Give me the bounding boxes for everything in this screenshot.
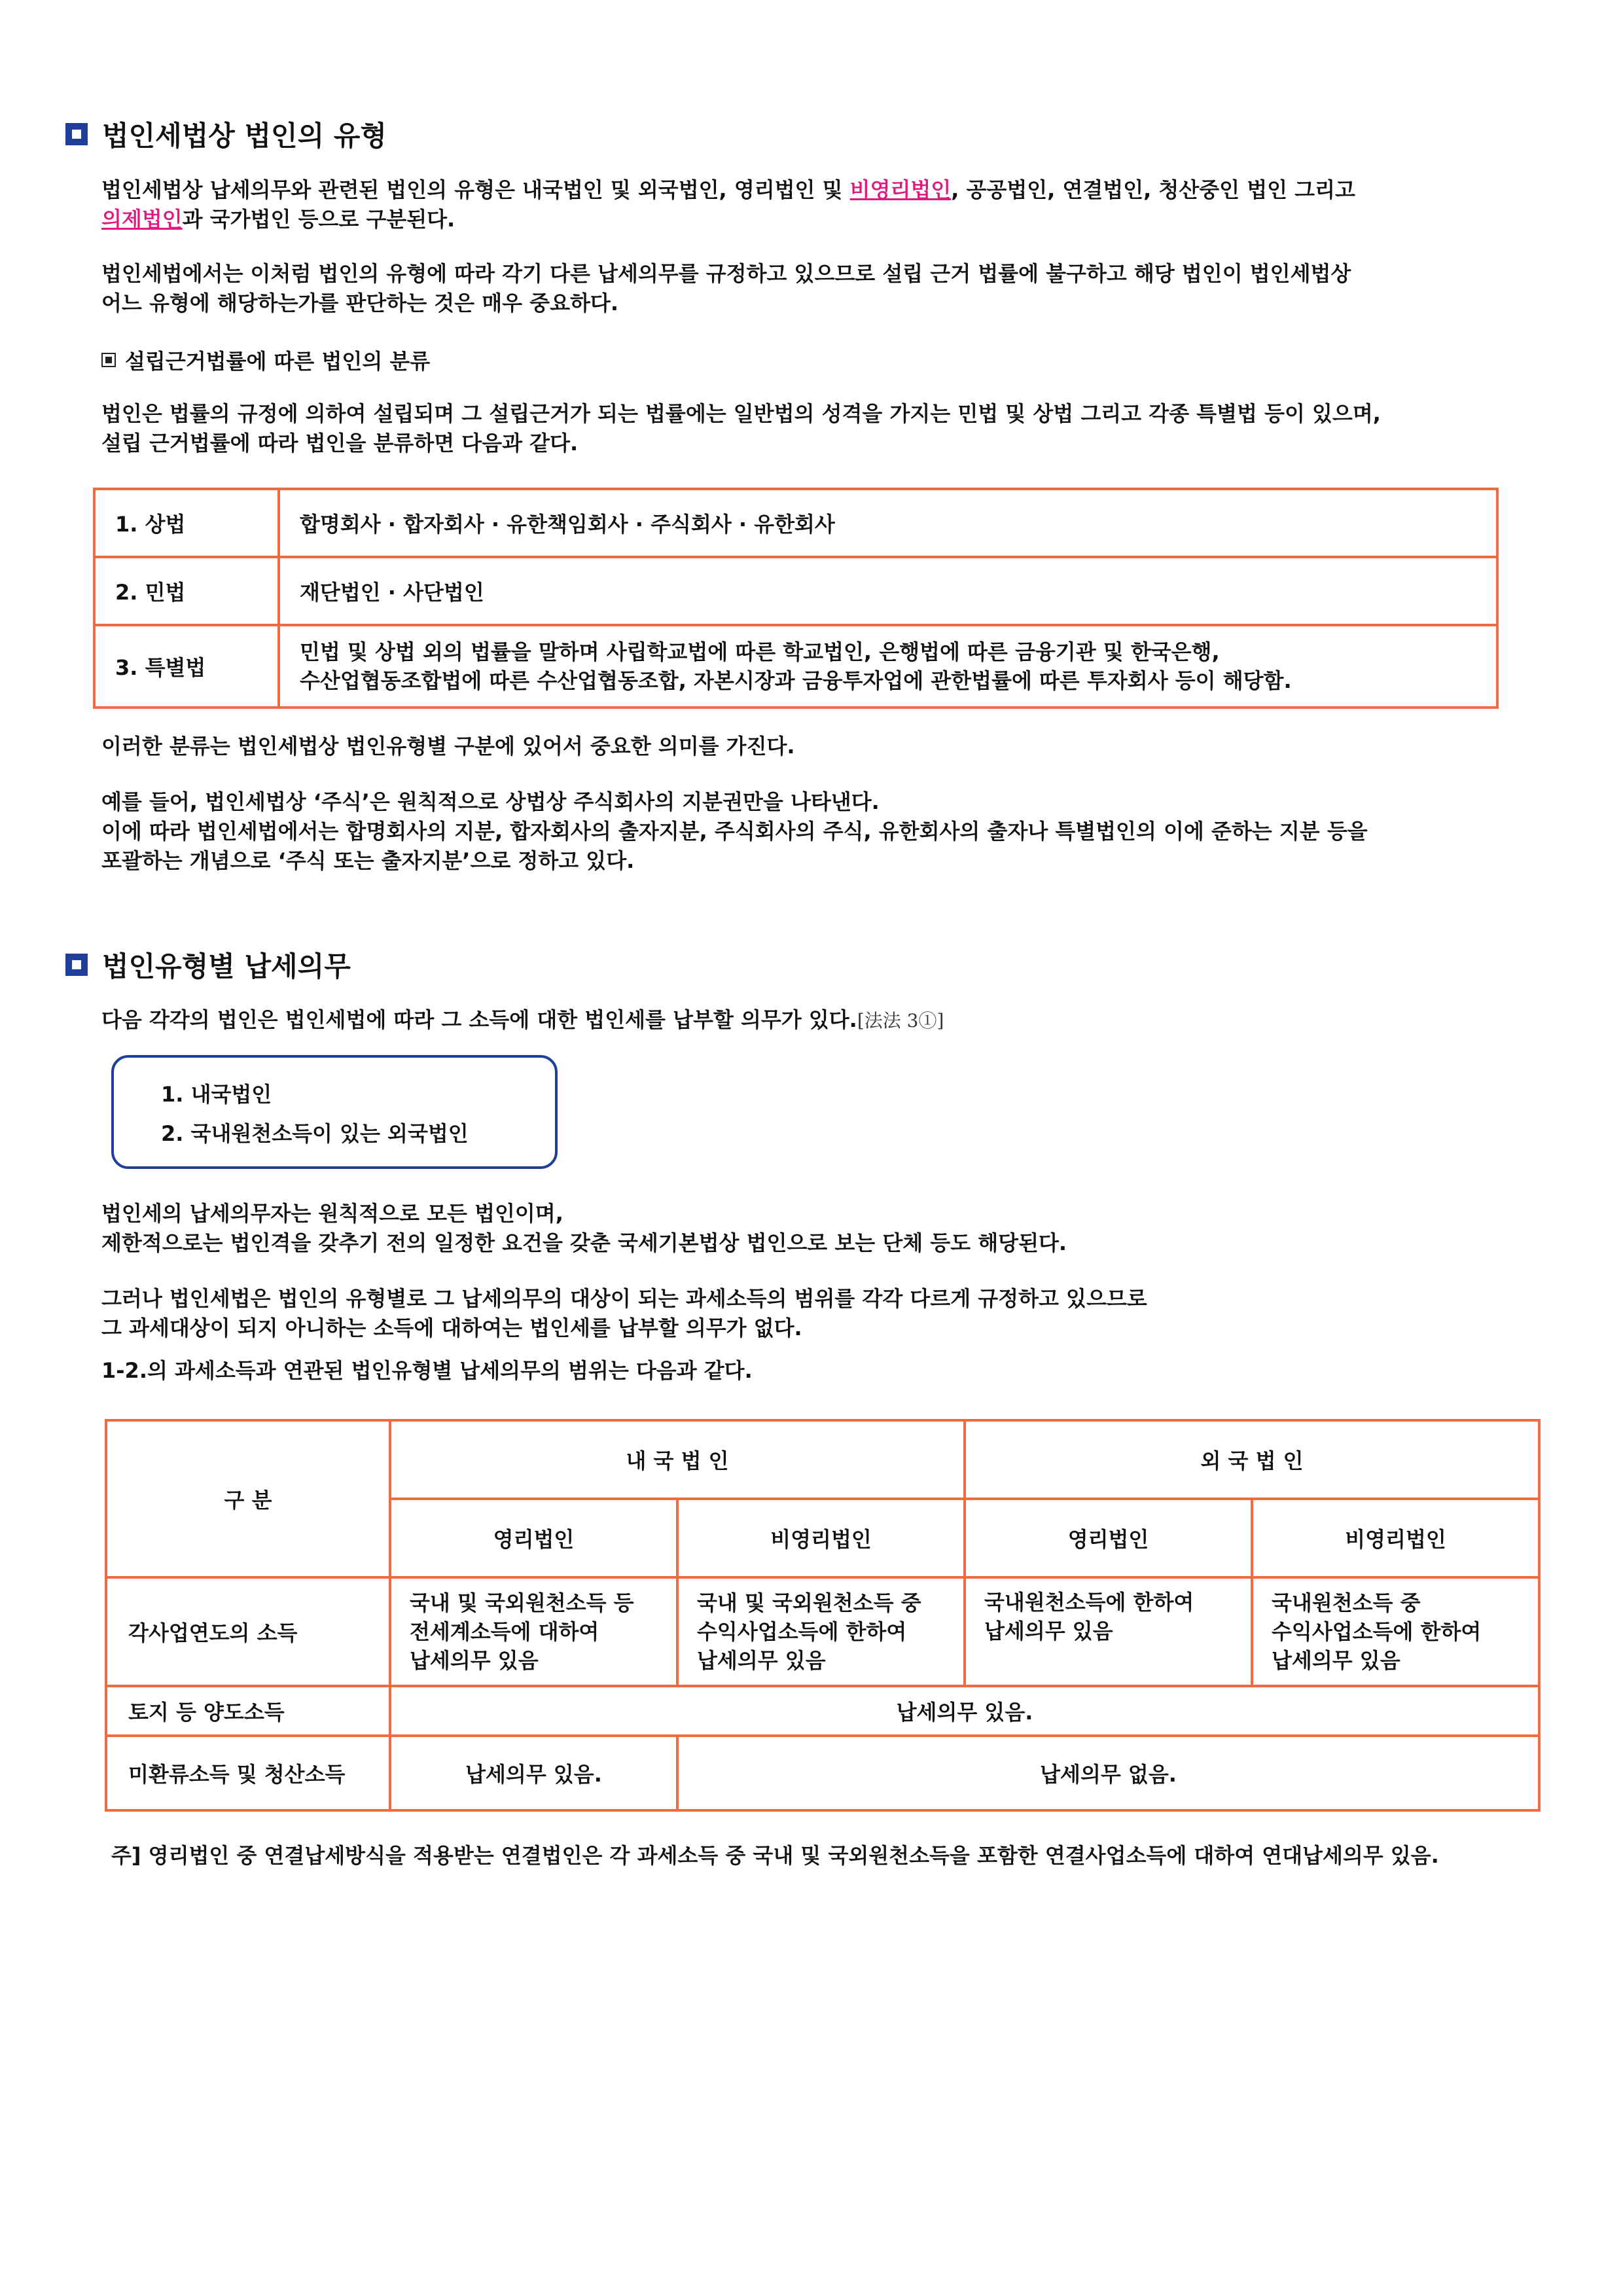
law-cell: 1. 상법 bbox=[94, 489, 279, 557]
nonprofit-corp-link[interactable]: 비영리법인 bbox=[849, 177, 952, 202]
paragraph-line: 그 과세대상이 되지 아니하는 소득에 대하여는 법인세를 납부할 의무가 없다. bbox=[101, 1316, 802, 1340]
section1-paragraph-2 bbox=[101, 259, 1508, 318]
cell-line: 국내 및 국외원천소득 중 bbox=[697, 1590, 921, 1615]
section2-intro bbox=[101, 1005, 1508, 1035]
table-cell bbox=[1252, 1577, 1539, 1686]
paragraph-line: 예를 들어, 법인세법상 ‘주식’은 원칙적으로 상법상 주식회사의 지분권만을 나타낸다. bbox=[101, 789, 880, 814]
subheading-text: 설립근거법률에 따른 법인의 분류 bbox=[125, 349, 431, 374]
list-item: 1. 내국법인 bbox=[161, 1082, 272, 1107]
section2-paragraph-2 bbox=[101, 1284, 1508, 1343]
tax-obligation-table bbox=[105, 1419, 1541, 1812]
text-run: , 공공법인, 연결법인, 청산중인 법인 그리고 bbox=[951, 177, 1355, 202]
section1-title: 법인세법상 법인의 유형 bbox=[102, 120, 387, 152]
cell-line: 납세의무 있음 bbox=[984, 1619, 1113, 1643]
paragraph-line: 그러나 법인세법은 법인의 유형별로 그 납세의무의 대상이 되는 과세소득의 범위를 각각 다르게 규정하고 있으므로 bbox=[101, 1286, 1147, 1311]
classification-subheading bbox=[101, 345, 430, 375]
section1-paragraph-4 bbox=[101, 732, 1508, 761]
list-item: 2. 국내원천소득이 있는 외국법인 bbox=[161, 1121, 469, 1146]
cell-line: 국내원천소득 중 bbox=[1272, 1590, 1421, 1615]
table-cell bbox=[965, 1577, 1252, 1686]
table-cell bbox=[390, 1577, 677, 1686]
paragraph-line: 법인은 법률의 규정에 의하여 설립되며 그 설립근거가 되는 법률에는 일반법의 성격을 가지는 민법 및 상법 그리고 각종 특별법 등이 있으며, bbox=[101, 401, 1381, 426]
table-cell: 납세의무 있음. bbox=[390, 1736, 677, 1810]
section2-paragraph-1 bbox=[101, 1199, 1508, 1258]
table-row bbox=[94, 557, 1497, 625]
header-foreign-corp: 외 국 법 인 bbox=[965, 1420, 1539, 1499]
paragraph-line: 이에 따라 법인세법에서는 합명회사의 지분, 합자회사의 출자지분, 주식회사의 주식, 유한회사의 출자나 특별법인의 이에 준하는 지분 등을 bbox=[101, 819, 1368, 844]
desc-cell bbox=[279, 625, 1497, 708]
table-footnote: 주] 영리법인 중 연결납세방식을 적용받는 연결법인은 각 과세소득 중 국내 및 국외원천소득을 포함한 연결사업소득에 대하여 연대납세의무 있음. bbox=[111, 1843, 1439, 1868]
cell-line: 수익사업소득에 한하여 bbox=[697, 1619, 907, 1644]
section2-title: 법인유형별 납세의무 bbox=[102, 950, 351, 982]
table-cell bbox=[677, 1577, 965, 1686]
cell-line: 납세의무 있음 bbox=[697, 1648, 826, 1673]
paragraph-line: 포괄하는 개념으로 ‘주식 또는 출자지분’으로 정하고 있다. bbox=[101, 848, 635, 873]
cell-line: 납세의무 있음 bbox=[1272, 1648, 1400, 1673]
paragraph-line: 법인세법에서는 이처럼 법인의 유형에 따라 각기 다른 납세의무를 규정하고 있으므로 설립 근거 법률에 불구하고 해당 법인이 법인세법상 bbox=[101, 261, 1351, 286]
law-cell: 3. 특별법 bbox=[94, 625, 279, 708]
paragraph-line bbox=[101, 1005, 1508, 1035]
section2-heading bbox=[65, 945, 351, 984]
table-row bbox=[94, 625, 1497, 708]
row-label: 미환류소득 및 청산소득 bbox=[106, 1736, 390, 1810]
blue-square-bullet-icon bbox=[65, 954, 88, 976]
law-classification-table bbox=[93, 488, 1499, 709]
table-row bbox=[106, 1686, 1539, 1736]
header-category: 구 분 bbox=[106, 1420, 390, 1577]
section1-paragraph-5 bbox=[101, 787, 1508, 876]
text-run: 법인세법상 납세의무와 관련된 법인의 유형은 내국법인 및 외국법인, 영리법인 및 bbox=[101, 177, 850, 202]
section1-paragraph-3 bbox=[101, 399, 1508, 458]
subheader-foreign-profit: 영리법인 bbox=[965, 1499, 1252, 1577]
taxpayer-list-box bbox=[111, 1055, 558, 1169]
header-domestic-corp: 내 국 법 인 bbox=[390, 1420, 965, 1499]
section1-paragraph-1 bbox=[101, 175, 1508, 234]
section1-heading bbox=[65, 115, 387, 154]
cell-line: 국내 및 국외원천소득 등 bbox=[410, 1590, 634, 1615]
paragraph-line: 법인세의 납세의무자는 원칙적으로 모든 법인이며, bbox=[101, 1201, 563, 1226]
row-label: 토지 등 양도소득 bbox=[106, 1686, 390, 1736]
blue-square-bullet-icon bbox=[65, 123, 88, 145]
subheader-foreign-nonprofit: 비영리법인 bbox=[1252, 1499, 1539, 1577]
deemed-corp-link[interactable]: 의제법인 bbox=[101, 207, 183, 232]
table-cell: 납세의무 없음. bbox=[677, 1736, 1539, 1810]
paragraph-line bbox=[101, 175, 1508, 205]
law-reference: [法法 3①] bbox=[857, 1010, 944, 1031]
desc-line: 수산업협동조합법에 따른 수산업협동조합, 자본시장과 금융투자업에 관한법률에 따른 투자회사 등이 해당함. bbox=[300, 668, 1292, 693]
table-row bbox=[94, 489, 1497, 557]
paragraph-line: 설립 근거법률에 따라 법인을 분류하면 다음과 같다. bbox=[101, 431, 579, 456]
desc-cell: 재단법인 · 사단법인 bbox=[279, 557, 1497, 625]
row-label: 각사업연도의 소득 bbox=[106, 1577, 390, 1686]
law-cell: 2. 민법 bbox=[94, 557, 279, 625]
paragraph-line: 이러한 분류는 법인세법상 법인유형별 구분에 있어서 중요한 의미를 가진다. bbox=[101, 734, 795, 759]
table-header-row bbox=[106, 1420, 1539, 1499]
text-run: 과 국가법인 등으로 구분된다. bbox=[182, 207, 455, 232]
desc-cell: 합명회사 · 합자회사 · 유한책임회사 · 주식회사 · 유한회사 bbox=[279, 489, 1497, 557]
cell-line: 국내원천소득에 한하여 bbox=[984, 1590, 1194, 1615]
text-run: 다음 각각의 법인은 법인세법에 따라 그 소득에 대한 법인세를 납부할 의무가 있다. bbox=[101, 1007, 857, 1032]
paragraph-line bbox=[101, 205, 1508, 234]
paragraph-line: 어느 유형에 해당하는가를 판단하는 것은 매우 중요하다. bbox=[101, 291, 618, 315]
table-cell: 납세의무 있음. bbox=[390, 1686, 1539, 1736]
cell-line: 수익사업소득에 한하여 bbox=[1272, 1619, 1482, 1644]
paragraph-line: 제한적으로는 법인격을 갖추기 전의 일정한 요건을 갖춘 국세기본법상 법인으로 보는 단체 등도 해당된다. bbox=[101, 1230, 1067, 1255]
boxed-square-bullet-icon bbox=[101, 353, 116, 367]
subheader-domestic-profit: 영리법인 bbox=[390, 1499, 677, 1577]
cell-line: 전세계소득에 대하여 bbox=[410, 1619, 599, 1644]
table-row bbox=[106, 1577, 1539, 1686]
table-row bbox=[106, 1736, 1539, 1810]
desc-line: 민법 및 상법 외의 법률을 말하며 사립학교법에 따른 학교법인, 은행법에 따른 금융기관 및 한국은행, bbox=[300, 639, 1220, 664]
cell-line: 납세의무 있음 bbox=[410, 1648, 539, 1673]
paragraph-line: 1-2.의 과세소득과 연관된 법인유형별 납세의무의 범위는 다음과 같다. bbox=[101, 1358, 753, 1383]
subheader-domestic-nonprofit: 비영리법인 bbox=[677, 1499, 965, 1577]
section2-paragraph-3 bbox=[101, 1356, 1508, 1386]
